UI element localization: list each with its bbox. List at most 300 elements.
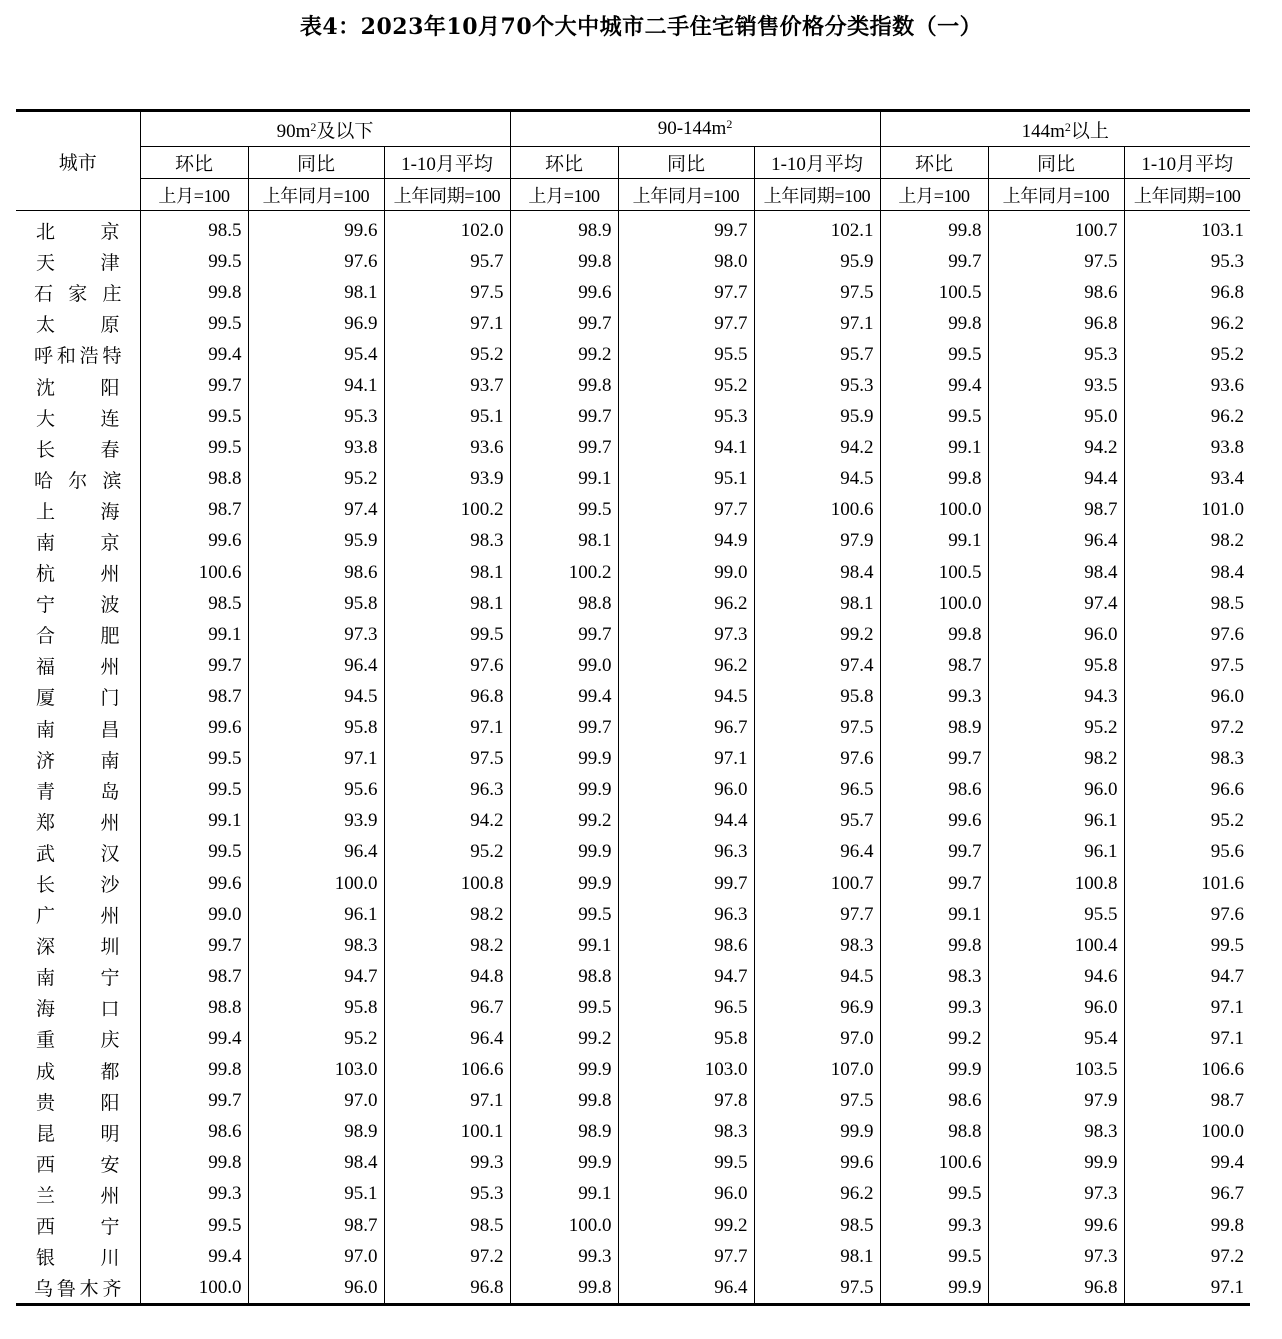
index-value: 95.3	[248, 402, 384, 433]
index-value: 99.7	[510, 308, 618, 339]
sub-header-avg: 1-10月平均	[1124, 147, 1250, 179]
index-value: 96.3	[384, 775, 510, 806]
index-value: 100.5	[880, 277, 988, 308]
city-name: 上 海	[16, 495, 140, 526]
table-row	[16, 277, 1250, 308]
index-value: 99.8	[880, 930, 988, 961]
index-value: 99.8	[880, 211, 988, 247]
index-value: 103.0	[248, 1055, 384, 1086]
index-value: 97.7	[618, 308, 754, 339]
index-value: 99.4	[140, 339, 248, 370]
index-value: 99.1	[880, 526, 988, 557]
index-value: 97.9	[988, 1086, 1124, 1117]
table-row	[16, 1272, 1250, 1305]
table-row	[16, 992, 1250, 1023]
index-value: 96.5	[618, 992, 754, 1023]
index-value: 94.5	[248, 681, 384, 712]
index-value: 94.5	[754, 464, 880, 495]
index-value: 99.8	[510, 1272, 618, 1305]
index-value: 94.9	[618, 526, 754, 557]
index-value: 98.5	[140, 211, 248, 247]
index-value: 98.5	[1210, 592, 1245, 614]
index-value: 99.6	[140, 713, 248, 744]
index-value: 95.6	[1210, 841, 1245, 863]
index-value: 96.1	[988, 837, 1124, 868]
index-value: 99.3	[880, 681, 988, 712]
index-value: 103.0	[618, 1055, 754, 1086]
index-value: 99.1	[510, 930, 618, 961]
index-value: 94.7	[1210, 965, 1245, 987]
index-value: 96.3	[618, 899, 754, 930]
index-value: 98.5	[384, 1210, 510, 1241]
index-value: 99.2	[754, 619, 880, 650]
index-value: 99.1	[140, 619, 248, 650]
index-value: 97.5	[754, 713, 880, 744]
table-row	[16, 930, 1250, 961]
index-value: 97.1	[384, 1086, 510, 1117]
table-row	[16, 1117, 1250, 1148]
index-value: 100.7	[988, 211, 1124, 247]
index-value: 99.8	[880, 619, 988, 650]
index-value: 99.9	[754, 1117, 880, 1148]
table-row	[16, 619, 1250, 650]
index-value: 96.0	[988, 992, 1124, 1023]
index-value: 96.4	[384, 1023, 510, 1054]
index-value: 95.2	[248, 1023, 384, 1054]
index-value: 97.3	[988, 1179, 1124, 1210]
index-value: 97.1	[1210, 1027, 1245, 1049]
index-value: 97.5	[988, 246, 1124, 277]
index-value: 95.1	[618, 464, 754, 495]
index-value: 100.6	[880, 1148, 988, 1179]
index-value: 95.1	[248, 1179, 384, 1210]
index-value: 98.6	[880, 775, 988, 806]
city-name: 南 京	[16, 526, 140, 557]
index-value: 93.9	[384, 464, 510, 495]
index-value: 99.5	[880, 1179, 988, 1210]
index-value: 93.5	[988, 370, 1124, 401]
index-value: 95.9	[754, 402, 880, 433]
sub-header-yoy: 同比	[618, 147, 754, 179]
index-value: 95.2	[1210, 810, 1245, 832]
index-value: 98.6	[248, 557, 384, 588]
index-value: 99.1	[880, 899, 988, 930]
index-value: 98.9	[510, 1117, 618, 1148]
index-value: 99.8	[510, 246, 618, 277]
index-value: 94.3	[988, 681, 1124, 712]
index-value: 99.7	[510, 402, 618, 433]
index-value: 95.9	[754, 246, 880, 277]
city-name: 郑 州	[16, 806, 140, 837]
base-header-mom: 上月=100	[140, 179, 248, 211]
index-value: 97.2	[384, 1241, 510, 1272]
table-row	[16, 775, 1250, 806]
index-value: 96.6	[1210, 779, 1245, 801]
index-value: 93.4	[1210, 468, 1245, 490]
index-value: 96.3	[618, 837, 754, 868]
index-value: 99.7	[880, 744, 988, 775]
index-value: 99.9	[510, 775, 618, 806]
city-name: 呼和浩特	[16, 339, 140, 370]
index-value: 95.8	[618, 1023, 754, 1054]
index-value: 99.5	[880, 402, 988, 433]
index-value: 97.3	[248, 619, 384, 650]
index-value: 96.2	[618, 650, 754, 681]
city-name: 杭 州	[16, 557, 140, 588]
index-value: 96.2	[754, 1179, 880, 1210]
index-value: 99.8	[510, 1086, 618, 1117]
index-value: 99.8	[1210, 1214, 1245, 1236]
index-value: 98.8	[510, 961, 618, 992]
index-value: 99.7	[618, 211, 754, 247]
index-value: 97.1	[384, 308, 510, 339]
index-value: 97.0	[248, 1086, 384, 1117]
index-value: 99.1	[510, 464, 618, 495]
table-row	[16, 899, 1250, 930]
table-row	[16, 588, 1250, 619]
base-header-yoy: 上年同月=100	[248, 179, 384, 211]
index-value: 100.0	[510, 1210, 618, 1241]
index-value: 97.1	[754, 308, 880, 339]
index-value: 95.2	[384, 339, 510, 370]
index-value: 99.6	[988, 1210, 1124, 1241]
base-header-avg: 上年同期=100	[754, 179, 880, 211]
index-value: 98.1	[754, 588, 880, 619]
group-header-medium: $90-144m^2$	[510, 111, 880, 147]
index-value: 99.2	[510, 339, 618, 370]
city-name: 石家庄	[16, 277, 140, 308]
index-value: 98.3	[880, 961, 988, 992]
index-value: 95.5	[618, 339, 754, 370]
index-value: 97.4	[754, 650, 880, 681]
city-name: 北 京	[16, 211, 140, 247]
index-value: 95.8	[248, 713, 384, 744]
index-value: 98.3	[988, 1117, 1124, 1148]
index-value: 98.1	[384, 557, 510, 588]
index-value: 98.4	[1210, 561, 1245, 583]
index-value: 97.6	[1210, 623, 1245, 645]
index-value: 99.5	[140, 433, 248, 464]
index-value: 94.5	[754, 961, 880, 992]
index-value: 99.7	[880, 837, 988, 868]
index-value: 100.8	[384, 868, 510, 899]
index-value: 98.9	[248, 1117, 384, 1148]
table-row	[16, 495, 1250, 526]
index-value: 97.1	[384, 713, 510, 744]
index-value: 95.3	[1210, 250, 1245, 272]
index-value: 100.0	[140, 1272, 248, 1305]
table-body	[16, 211, 1250, 1305]
index-value: 98.8	[140, 464, 248, 495]
index-value: 98.7	[248, 1210, 384, 1241]
index-value: 93.8	[1210, 437, 1245, 459]
index-value: 99.1	[880, 433, 988, 464]
table-row	[16, 868, 1250, 899]
index-value: 99.5	[880, 339, 988, 370]
index-value: 97.4	[988, 588, 1124, 619]
index-value: 103.1	[1201, 219, 1245, 241]
index-value: 99.8	[140, 1148, 248, 1179]
index-value: 94.2	[754, 433, 880, 464]
index-value: 98.7	[880, 650, 988, 681]
index-value: 95.8	[754, 681, 880, 712]
city-name: 贵 阳	[16, 1086, 140, 1117]
index-value: 95.8	[248, 992, 384, 1023]
sub-header-mom: 环比	[510, 147, 618, 179]
index-value: 97.1	[618, 744, 754, 775]
index-value: 96.4	[754, 837, 880, 868]
index-value: 99.2	[510, 1023, 618, 1054]
index-value: 98.7	[988, 495, 1124, 526]
index-value: 98.4	[754, 557, 880, 588]
index-value: 97.5	[384, 277, 510, 308]
city-name: 青 岛	[16, 775, 140, 806]
index-value: 95.8	[248, 588, 384, 619]
index-value: 106.6	[384, 1055, 510, 1086]
index-value: 101.0	[1201, 499, 1245, 521]
index-value: 93.7	[384, 370, 510, 401]
index-value: 93.8	[248, 433, 384, 464]
index-value: 99.9	[510, 744, 618, 775]
index-value: 98.2	[988, 744, 1124, 775]
index-value: 97.6	[1210, 903, 1245, 925]
index-value: 99.6	[754, 1148, 880, 1179]
index-value: 99.9	[510, 837, 618, 868]
index-value: 95.9	[248, 526, 384, 557]
sub-header-avg: 1-10月平均	[754, 147, 880, 179]
index-value: 99.7	[510, 433, 618, 464]
city-name: 长 沙	[16, 868, 140, 899]
index-value: 97.8	[618, 1086, 754, 1117]
index-value: 99.0	[140, 899, 248, 930]
index-value: 96.9	[248, 308, 384, 339]
index-value: 99.6	[248, 211, 384, 247]
index-value: 98.4	[248, 1148, 384, 1179]
index-value: 97.7	[618, 495, 754, 526]
index-value: 99.6	[510, 277, 618, 308]
index-value: 99.9	[988, 1148, 1124, 1179]
index-value: 98.1	[248, 277, 384, 308]
index-value: 99.8	[510, 370, 618, 401]
index-value: 99.3	[880, 992, 988, 1023]
index-value: 95.2	[248, 464, 384, 495]
index-value: 107.0	[754, 1055, 880, 1086]
index-value: 98.6	[618, 930, 754, 961]
index-value: 97.5	[754, 1086, 880, 1117]
index-value: 102.1	[754, 211, 880, 247]
index-value: 97.1	[1210, 996, 1245, 1018]
index-value: 100.0	[880, 495, 988, 526]
index-value: 97.6	[384, 650, 510, 681]
index-value: 99.0	[510, 650, 618, 681]
index-value: 99.3	[384, 1148, 510, 1179]
index-value: 95.0	[988, 402, 1124, 433]
index-value: 97.7	[618, 1241, 754, 1272]
index-value: 98.3	[384, 526, 510, 557]
index-value: 96.8	[384, 1272, 510, 1305]
sub-header-avg: 1-10月平均	[384, 147, 510, 179]
index-value: 99.8	[140, 1055, 248, 1086]
index-value: 99.5	[140, 246, 248, 277]
sub-header-mom: 环比	[880, 147, 988, 179]
table-row	[16, 713, 1250, 744]
city-name: 重 庆	[16, 1023, 140, 1054]
index-value: 99.7	[880, 246, 988, 277]
table-row	[16, 433, 1250, 464]
index-value: 98.6	[988, 277, 1124, 308]
index-value: 96.7	[384, 992, 510, 1023]
table-row	[16, 744, 1250, 775]
index-value: 95.2	[384, 837, 510, 868]
index-value: 102.0	[384, 211, 510, 247]
index-value: 99.3	[880, 1210, 988, 1241]
index-value: 96.9	[754, 992, 880, 1023]
index-value: 99.3	[140, 1179, 248, 1210]
sub-header-yoy: 同比	[988, 147, 1124, 179]
index-value: 100.6	[140, 557, 248, 588]
index-value: 99.9	[510, 1148, 618, 1179]
index-value: 97.3	[988, 1241, 1124, 1272]
index-value: 99.8	[880, 464, 988, 495]
index-value: 98.8	[880, 1117, 988, 1148]
sub-header-mom: 环比	[140, 147, 248, 179]
index-value: 97.9	[754, 526, 880, 557]
index-value: 96.5	[754, 775, 880, 806]
table-row	[16, 961, 1250, 992]
table-row	[16, 557, 1250, 588]
index-value: 95.7	[754, 339, 880, 370]
index-value: 94.6	[988, 961, 1124, 992]
index-value: 97.5	[754, 1272, 880, 1305]
index-value: 94.4	[618, 806, 754, 837]
index-value: 99.5	[140, 744, 248, 775]
city-name: 银 川	[16, 1241, 140, 1272]
index-value: 95.2	[1210, 343, 1245, 365]
index-value: 98.4	[988, 557, 1124, 588]
city-name: 西 宁	[16, 1210, 140, 1241]
index-value: 98.3	[618, 1117, 754, 1148]
index-value: 99.5	[384, 619, 510, 650]
index-value: 99.4	[510, 681, 618, 712]
index-value: 99.7	[140, 1086, 248, 1117]
index-value: 96.2	[1210, 406, 1245, 428]
index-value: 100.6	[754, 495, 880, 526]
index-value: 96.0	[618, 1179, 754, 1210]
table-row	[16, 339, 1250, 370]
index-value: 98.7	[140, 495, 248, 526]
index-value: 100.0	[1201, 1121, 1245, 1143]
index-value: 99.7	[880, 868, 988, 899]
index-value: 103.5	[988, 1055, 1124, 1086]
index-value: 94.2	[384, 806, 510, 837]
city-name: 哈尔滨	[16, 464, 140, 495]
index-value: 99.5	[510, 899, 618, 930]
index-value: 98.7	[140, 681, 248, 712]
index-value: 99.7	[140, 650, 248, 681]
index-value: 99.1	[510, 1179, 618, 1210]
index-value: 98.8	[140, 992, 248, 1023]
table-row	[16, 681, 1250, 712]
index-value: 95.1	[384, 402, 510, 433]
group-header-large: $144m^2$以上	[880, 111, 1250, 147]
index-value: 96.8	[384, 681, 510, 712]
city-name: 大 连	[16, 402, 140, 433]
index-value: 100.0	[880, 588, 988, 619]
table-row	[16, 1241, 1250, 1272]
index-value: 99.8	[140, 277, 248, 308]
city-column-header: 城市	[16, 111, 140, 211]
index-value: 99.5	[140, 402, 248, 433]
index-value: 96.4	[248, 837, 384, 868]
city-name: 厦 门	[16, 681, 140, 712]
index-value: 99.9	[510, 1055, 618, 1086]
index-value: 97.6	[248, 246, 384, 277]
table-row	[16, 526, 1250, 557]
table-row	[16, 806, 1250, 837]
index-value: 94.5	[618, 681, 754, 712]
index-value: 100.5	[880, 557, 988, 588]
index-value: 97.0	[248, 1241, 384, 1272]
index-value: 99.2	[510, 806, 618, 837]
table-row	[16, 1086, 1250, 1117]
index-value: 94.4	[988, 464, 1124, 495]
index-value: 97.2	[1210, 1245, 1245, 1267]
index-value: 95.2	[618, 370, 754, 401]
index-value: 96.0	[988, 775, 1124, 806]
index-value: 95.7	[754, 806, 880, 837]
index-value: 97.5	[1210, 654, 1245, 676]
index-value: 99.0	[618, 557, 754, 588]
index-value: 96.7	[1210, 1183, 1245, 1205]
index-value: 96.4	[618, 1272, 754, 1305]
index-value: 97.5	[384, 744, 510, 775]
index-value: 99.9	[880, 1055, 988, 1086]
city-name: 西 安	[16, 1148, 140, 1179]
index-value: 97.1	[248, 744, 384, 775]
index-value: 96.2	[1210, 312, 1245, 334]
city-name: 长 春	[16, 433, 140, 464]
table-row	[16, 1055, 1250, 1086]
index-value: 95.4	[988, 1023, 1124, 1054]
city-name: 武 汉	[16, 837, 140, 868]
index-value: 96.0	[988, 619, 1124, 650]
index-value: 100.0	[248, 868, 384, 899]
index-value: 95.3	[618, 402, 754, 433]
index-value: 95.3	[754, 370, 880, 401]
index-value: 97.0	[754, 1023, 880, 1054]
index-value: 99.9	[880, 1272, 988, 1305]
sub-header-yoy: 同比	[248, 147, 384, 179]
index-value: 95.3	[988, 339, 1124, 370]
index-value: 97.7	[754, 899, 880, 930]
base-header-yoy: 上年同月=100	[618, 179, 754, 211]
index-value: 106.6	[1201, 1059, 1245, 1081]
city-name: 成 都	[16, 1055, 140, 1086]
index-value: 94.8	[384, 961, 510, 992]
index-value: 99.6	[880, 806, 988, 837]
index-value: 99.8	[880, 308, 988, 339]
index-value: 99.7	[140, 930, 248, 961]
index-value: 94.1	[248, 370, 384, 401]
index-value: 100.2	[510, 557, 618, 588]
index-value: 93.6	[1210, 375, 1245, 397]
index-value: 98.3	[248, 930, 384, 961]
base-header-mom: 上月=100	[880, 179, 988, 211]
index-value: 96.0	[618, 775, 754, 806]
city-name: 天 津	[16, 246, 140, 277]
index-value: 99.3	[510, 1241, 618, 1272]
table-row	[16, 246, 1250, 277]
